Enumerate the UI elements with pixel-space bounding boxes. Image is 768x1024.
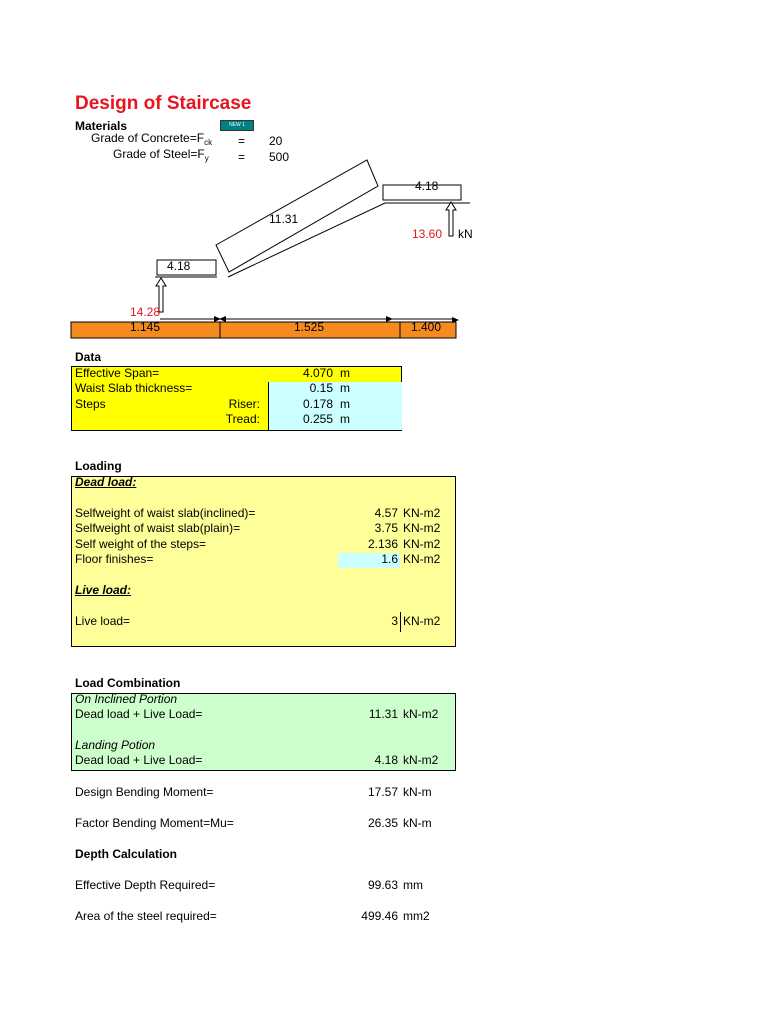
effective-span-value[interactable]: 4.070 [302,366,333,380]
new-button[interactable]: NEW 1 [220,120,254,131]
load-row-label-3: Self weight of the steps= [75,537,207,551]
tread-unit: m [340,412,350,426]
bottom-landing-load: 4.18 [167,259,191,273]
live-load-label: Live load= [75,614,131,628]
factor-moment-value: 26.35 [367,816,398,830]
right-reaction-unit: kN [458,227,473,241]
landing-unit: kN-m2 [403,753,439,767]
beam-bar [71,322,456,338]
steel-area-label: Area of the steel required= [75,909,217,923]
dim-arrow-2 [219,316,226,322]
live-load-heading: Live load: [75,583,132,597]
inclined-value: 11.31 [368,707,398,721]
load-row-unit-2: KN-m2 [403,521,441,535]
riser-unit: m [340,397,350,411]
steel-area-unit: mm2 [403,909,430,923]
concrete-eq: = [238,134,246,148]
load-row-unit-4: KN-m2 [403,552,441,566]
span-3: 1.400 [411,320,442,334]
inclined-unit: kN-m2 [403,707,439,721]
inclined-label: Dead load + Live Load= [75,707,203,721]
design-moment-value: 17.57 [367,785,398,799]
load-row-unit-1: KN-m2 [403,506,441,520]
load-row-label-1: Selfweight of waist slab(inclined)= [75,506,256,520]
top-landing-load: 4.18 [415,179,439,193]
live-load-unit: KN-m2 [403,614,441,628]
design-moment-unit: kN-m [403,785,432,799]
page-title: Design of Staircase [75,93,252,114]
concrete-grade-label: Grade of $Concrete=F_{ck}$ [91,131,213,147]
concrete-grade-value: 20 [269,134,283,148]
waist-label: Waist Slab thickness= [75,381,193,395]
steel-grade-label: Grade of $Steel=F_y$ [113,147,209,163]
depth-heading: Depth Calculation [75,847,178,861]
landing-value: 4.18 [374,753,398,767]
right-reaction-arrow [446,202,456,236]
steel-eq: = [238,150,246,164]
loading-heading: Loading [75,459,122,473]
effective-depth-value: 99.63 [367,878,398,892]
riser-value[interactable]: 0.178 [302,397,333,411]
effective-span-unit: m [340,366,350,380]
waist-unit: m [340,381,350,395]
riser-label: Riser: [228,397,260,411]
dead-load-heading: Dead load: [75,475,137,489]
landing-heading: Landing Potion [75,738,156,752]
steps-label: Steps [75,397,106,411]
span-1: 1.145 [130,320,161,334]
effective-depth-label: Effective Depth Required= [75,878,216,892]
load-row-unit-3: KN-m2 [403,537,441,551]
inclined-load: 11.31 [269,212,299,226]
span-2: 1.525 [294,320,325,334]
steel-area-value: 499.46 [361,909,398,923]
floor-finish-value[interactable]: 1.6 [381,552,398,566]
load-row-label-4: Floor finishes= [75,552,154,566]
load-row-value-2: 3.75 [374,521,398,535]
factor-moment-label: Factor Bending Moment=Mu= [75,816,234,830]
dim-arrow-3 [386,316,393,322]
effective-span-label: Effective Span= [75,366,160,380]
text-cursor [400,612,401,632]
inclined-heading: On Inclined Portion [75,692,178,706]
factor-moment-unit: kN-m [403,816,432,830]
load-row-value-1: 4.57 [374,506,398,520]
live-load-value[interactable]: 3 [391,614,398,628]
waist-value[interactable]: 0.15 [309,381,333,395]
landing-label: Dead load + Live Load= [75,753,203,767]
data-heading: Data [75,350,102,364]
load-row-label-2: Selfweight of waist slab(plain)= [75,521,241,535]
right-reaction-value: 13.60 [412,227,443,241]
load-row-value-3: 2.136 [367,537,398,551]
tread-label: Tread: [225,412,260,426]
tread-value[interactable]: 0.255 [302,412,333,426]
left-reaction-value: 14.28 [130,305,161,319]
combination-heading: Load Combination [75,676,181,690]
materials-heading: Materials [75,119,128,133]
design-moment-label: Design Bending Moment= [75,785,214,799]
effective-depth-unit: mm [403,878,423,892]
steel-grade-value: 500 [269,150,290,164]
